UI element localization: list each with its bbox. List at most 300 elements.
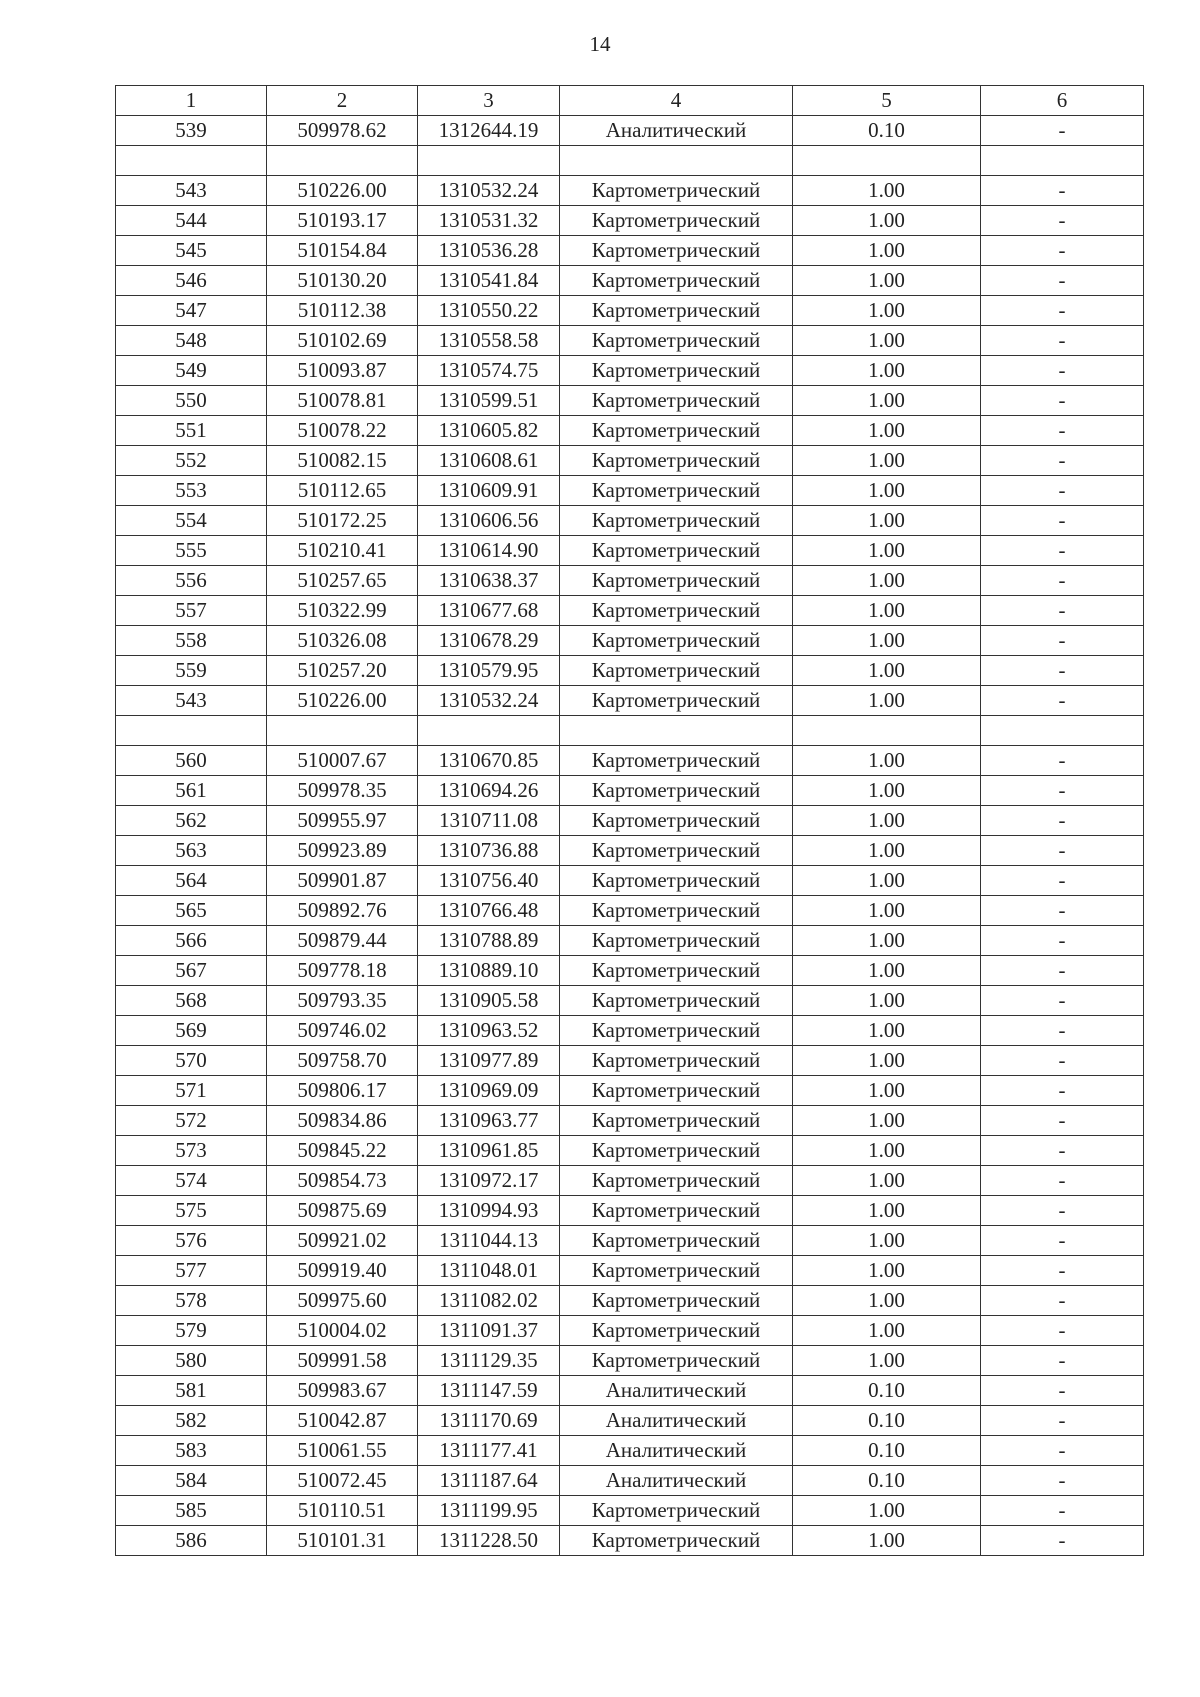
method-cell	[560, 716, 793, 746]
table-row	[116, 1106, 1144, 1136]
point-number-cell: 552	[116, 446, 267, 476]
table-row	[116, 476, 1144, 506]
x-coordinate-cell: 510072.45	[267, 1466, 418, 1496]
table-row	[116, 596, 1144, 626]
note-cell: -	[981, 416, 1144, 446]
y-coordinate-cell: 1310608.61	[418, 446, 560, 476]
note-cell: -	[981, 506, 1144, 536]
x-coordinate-cell: 510112.38	[267, 296, 418, 326]
point-number-cell: 586	[116, 1526, 267, 1556]
y-coordinate-cell: 1311147.59	[418, 1376, 560, 1406]
y-coordinate-cell: 1310638.37	[418, 566, 560, 596]
point-number-cell: 585	[116, 1496, 267, 1526]
note-cell: -	[981, 1376, 1144, 1406]
accuracy-cell: 1.00	[793, 536, 981, 566]
point-number-cell: 575	[116, 1196, 267, 1226]
point-number-cell: 557	[116, 596, 267, 626]
table-row	[116, 1436, 1144, 1466]
method-cell: Картометрический	[560, 686, 793, 716]
point-number-cell: 577	[116, 1256, 267, 1286]
method-cell: Картометрический	[560, 1286, 793, 1316]
accuracy-cell: 1.00	[793, 206, 981, 236]
method-cell: Аналитический	[560, 1466, 793, 1496]
y-coordinate-cell: 1310963.52	[418, 1016, 560, 1046]
accuracy-cell: 1.00	[793, 776, 981, 806]
y-coordinate-cell: 1310574.75	[418, 356, 560, 386]
method-cell: Картометрический	[560, 296, 793, 326]
accuracy-cell: 1.00	[793, 446, 981, 476]
x-coordinate-cell: 510082.15	[267, 446, 418, 476]
point-number-cell: 574	[116, 1166, 267, 1196]
x-coordinate-cell: 509875.69	[267, 1196, 418, 1226]
note-cell: -	[981, 116, 1144, 146]
note-cell: -	[981, 1196, 1144, 1226]
y-coordinate-cell: 1310579.95	[418, 656, 560, 686]
accuracy-cell: 1.00	[793, 1496, 981, 1526]
point-number-cell: 558	[116, 626, 267, 656]
point-number-cell: 562	[116, 806, 267, 836]
method-cell: Картометрический	[560, 956, 793, 986]
point-number-cell: 546	[116, 266, 267, 296]
x-coordinate-cell	[267, 146, 418, 176]
table-row	[116, 776, 1144, 806]
table-body	[116, 116, 1144, 1556]
point-number-cell: 553	[116, 476, 267, 506]
y-coordinate-cell: 1312644.19	[418, 116, 560, 146]
method-cell: Картометрический	[560, 266, 793, 296]
y-coordinate-cell: 1311044.13	[418, 1226, 560, 1256]
x-coordinate-cell: 509834.86	[267, 1106, 418, 1136]
accuracy-cell: 1.00	[793, 1346, 981, 1376]
table-row	[116, 356, 1144, 386]
x-coordinate-cell: 510101.31	[267, 1526, 418, 1556]
point-number-cell: 572	[116, 1106, 267, 1136]
note-cell: -	[981, 656, 1144, 686]
table-row	[116, 1226, 1144, 1256]
point-number-cell: 566	[116, 926, 267, 956]
accuracy-cell: 0.10	[793, 1376, 981, 1406]
method-cell: Картометрический	[560, 416, 793, 446]
y-coordinate-cell: 1310605.82	[418, 416, 560, 446]
point-number-cell: 576	[116, 1226, 267, 1256]
y-coordinate-cell: 1310541.84	[418, 266, 560, 296]
table-row	[116, 1016, 1144, 1046]
x-coordinate-cell: 510226.00	[267, 686, 418, 716]
method-cell: Аналитический	[560, 1406, 793, 1436]
point-number-cell	[116, 146, 267, 176]
accuracy-cell: 1.00	[793, 1076, 981, 1106]
y-coordinate-cell: 1310531.32	[418, 206, 560, 236]
y-coordinate-cell: 1311170.69	[418, 1406, 560, 1436]
x-coordinate-cell: 509879.44	[267, 926, 418, 956]
x-coordinate-cell: 510322.99	[267, 596, 418, 626]
accuracy-cell: 1.00	[793, 296, 981, 326]
method-cell: Картометрический	[560, 656, 793, 686]
method-cell: Картометрический	[560, 206, 793, 236]
note-cell: -	[981, 686, 1144, 716]
accuracy-cell: 1.00	[793, 326, 981, 356]
coordinates-table	[115, 85, 1144, 1556]
x-coordinate-cell: 510172.25	[267, 506, 418, 536]
x-coordinate-cell	[267, 716, 418, 746]
method-cell: Картометрический	[560, 806, 793, 836]
point-number-cell: 567	[116, 956, 267, 986]
method-cell: Картометрический	[560, 536, 793, 566]
x-coordinate-cell: 509955.97	[267, 806, 418, 836]
table-row	[116, 146, 1144, 176]
x-coordinate-cell: 510210.41	[267, 536, 418, 566]
note-cell: -	[981, 386, 1144, 416]
table-row	[116, 386, 1144, 416]
table-row	[116, 806, 1144, 836]
y-coordinate-cell: 1311177.41	[418, 1436, 560, 1466]
note-cell: -	[981, 1436, 1144, 1466]
note-cell: -	[981, 296, 1144, 326]
note-cell: -	[981, 206, 1144, 236]
point-number-cell: 543	[116, 176, 267, 206]
y-coordinate-cell: 1310977.89	[418, 1046, 560, 1076]
note-cell: -	[981, 1466, 1144, 1496]
accuracy-cell: 1.00	[793, 1016, 981, 1046]
point-number-cell: 580	[116, 1346, 267, 1376]
table-row	[116, 686, 1144, 716]
table-row	[116, 656, 1144, 686]
point-number-cell: 543	[116, 686, 267, 716]
note-cell: -	[981, 566, 1144, 596]
x-coordinate-cell: 510257.65	[267, 566, 418, 596]
point-number-cell: 568	[116, 986, 267, 1016]
method-cell: Картометрический	[560, 926, 793, 956]
y-coordinate-cell: 1311091.37	[418, 1316, 560, 1346]
accuracy-cell	[793, 146, 981, 176]
y-coordinate-cell: 1310905.58	[418, 986, 560, 1016]
accuracy-cell: 1.00	[793, 1196, 981, 1226]
table-row	[116, 416, 1144, 446]
accuracy-cell: 1.00	[793, 266, 981, 296]
table-row	[116, 536, 1144, 566]
accuracy-cell: 1.00	[793, 1166, 981, 1196]
table-row	[116, 266, 1144, 296]
x-coordinate-cell: 509758.70	[267, 1046, 418, 1076]
method-cell: Картометрический	[560, 596, 793, 626]
y-coordinate-cell: 1310766.48	[418, 896, 560, 926]
accuracy-cell: 1.00	[793, 386, 981, 416]
method-cell: Картометрический	[560, 506, 793, 536]
point-number-cell: 551	[116, 416, 267, 446]
note-cell: -	[981, 1256, 1144, 1286]
method-cell: Картометрический	[560, 356, 793, 386]
point-number-cell	[116, 716, 267, 746]
accuracy-cell: 0.10	[793, 1436, 981, 1466]
column-header-2: 2	[267, 86, 418, 116]
method-cell: Аналитический	[560, 1436, 793, 1466]
header-row	[116, 86, 1144, 116]
point-number-cell: 569	[116, 1016, 267, 1046]
note-cell: -	[981, 956, 1144, 986]
accuracy-cell: 1.00	[793, 506, 981, 536]
x-coordinate-cell: 509991.58	[267, 1346, 418, 1376]
accuracy-cell: 1.00	[793, 1286, 981, 1316]
note-cell: -	[981, 1046, 1144, 1076]
table-row	[116, 116, 1144, 146]
y-coordinate-cell: 1310788.89	[418, 926, 560, 956]
accuracy-cell: 1.00	[793, 1046, 981, 1076]
x-coordinate-cell: 510193.17	[267, 206, 418, 236]
note-cell: -	[981, 626, 1144, 656]
x-coordinate-cell: 510061.55	[267, 1436, 418, 1466]
table-row	[116, 176, 1144, 206]
y-coordinate-cell: 1311199.95	[418, 1496, 560, 1526]
point-number-cell: 565	[116, 896, 267, 926]
x-coordinate-cell: 510102.69	[267, 326, 418, 356]
method-cell: Картометрический	[560, 1106, 793, 1136]
accuracy-cell: 0.10	[793, 1466, 981, 1496]
note-cell: -	[981, 746, 1144, 776]
table-row	[116, 1136, 1144, 1166]
note-cell: -	[981, 1316, 1144, 1346]
y-coordinate-cell: 1310606.56	[418, 506, 560, 536]
x-coordinate-cell: 509983.67	[267, 1376, 418, 1406]
note-cell: -	[981, 536, 1144, 566]
note-cell: -	[981, 836, 1144, 866]
accuracy-cell: 1.00	[793, 746, 981, 776]
method-cell: Картометрический	[560, 836, 793, 866]
y-coordinate-cell: 1310972.17	[418, 1166, 560, 1196]
note-cell: -	[981, 236, 1144, 266]
note-cell: -	[981, 1496, 1144, 1526]
y-coordinate-cell: 1310963.77	[418, 1106, 560, 1136]
x-coordinate-cell: 510007.67	[267, 746, 418, 776]
accuracy-cell: 1.00	[793, 1136, 981, 1166]
x-coordinate-cell: 510078.81	[267, 386, 418, 416]
table-row	[116, 956, 1144, 986]
point-number-cell: 559	[116, 656, 267, 686]
accuracy-cell: 1.00	[793, 806, 981, 836]
method-cell: Картометрический	[560, 446, 793, 476]
method-cell: Картометрический	[560, 1076, 793, 1106]
x-coordinate-cell: 510226.00	[267, 176, 418, 206]
y-coordinate-cell: 1310677.68	[418, 596, 560, 626]
method-cell: Картометрический	[560, 1196, 793, 1226]
note-cell: -	[981, 1346, 1144, 1376]
point-number-cell: 549	[116, 356, 267, 386]
accuracy-cell: 1.00	[793, 1526, 981, 1556]
table-header	[116, 86, 1144, 116]
x-coordinate-cell: 510042.87	[267, 1406, 418, 1436]
y-coordinate-cell: 1310609.91	[418, 476, 560, 506]
accuracy-cell: 1.00	[793, 896, 981, 926]
accuracy-cell: 0.10	[793, 116, 981, 146]
table-row	[116, 236, 1144, 266]
method-cell: Картометрический	[560, 866, 793, 896]
note-cell: -	[981, 806, 1144, 836]
y-coordinate-cell: 1310614.90	[418, 536, 560, 566]
method-cell: Картометрический	[560, 776, 793, 806]
table-row	[116, 1286, 1144, 1316]
x-coordinate-cell: 509901.87	[267, 866, 418, 896]
point-number-cell: 579	[116, 1316, 267, 1346]
table-row	[116, 836, 1144, 866]
accuracy-cell: 1.00	[793, 476, 981, 506]
accuracy-cell: 1.00	[793, 596, 981, 626]
point-number-cell: 547	[116, 296, 267, 326]
x-coordinate-cell: 509919.40	[267, 1256, 418, 1286]
accuracy-cell: 1.00	[793, 956, 981, 986]
x-coordinate-cell: 509746.02	[267, 1016, 418, 1046]
point-number-cell: 573	[116, 1136, 267, 1166]
table-row	[116, 326, 1144, 356]
method-cell	[560, 146, 793, 176]
x-coordinate-cell: 509923.89	[267, 836, 418, 866]
accuracy-cell: 1.00	[793, 1316, 981, 1346]
point-number-cell: 561	[116, 776, 267, 806]
note-cell: -	[981, 356, 1144, 386]
method-cell: Картометрический	[560, 566, 793, 596]
note-cell: -	[981, 176, 1144, 206]
x-coordinate-cell: 510130.20	[267, 266, 418, 296]
note-cell: -	[981, 1226, 1144, 1256]
y-coordinate-cell: 1310536.28	[418, 236, 560, 266]
method-cell: Картометрический	[560, 746, 793, 776]
x-coordinate-cell: 509806.17	[267, 1076, 418, 1106]
y-coordinate-cell: 1310532.24	[418, 176, 560, 206]
method-cell: Картометрический	[560, 1226, 793, 1256]
y-coordinate-cell: 1310994.93	[418, 1196, 560, 1226]
note-cell: -	[981, 926, 1144, 956]
method-cell: Картометрический	[560, 386, 793, 416]
y-coordinate-cell: 1310670.85	[418, 746, 560, 776]
method-cell: Картометрический	[560, 1526, 793, 1556]
point-number-cell: 556	[116, 566, 267, 596]
point-number-cell: 563	[116, 836, 267, 866]
accuracy-cell: 1.00	[793, 686, 981, 716]
table-row	[116, 1346, 1144, 1376]
table-row	[116, 1256, 1144, 1286]
y-coordinate-cell: 1311048.01	[418, 1256, 560, 1286]
method-cell: Картометрический	[560, 986, 793, 1016]
y-coordinate-cell: 1310969.09	[418, 1076, 560, 1106]
method-cell: Картометрический	[560, 896, 793, 926]
accuracy-cell: 1.00	[793, 176, 981, 206]
point-number-cell: 539	[116, 116, 267, 146]
table-row	[116, 296, 1144, 326]
note-cell: -	[981, 1406, 1144, 1436]
accuracy-cell: 1.00	[793, 356, 981, 386]
accuracy-cell: 1.00	[793, 416, 981, 446]
note-cell: -	[981, 1166, 1144, 1196]
x-coordinate-cell: 509778.18	[267, 956, 418, 986]
y-coordinate-cell: 1310558.58	[418, 326, 560, 356]
table-row	[116, 1466, 1144, 1496]
point-number-cell: 550	[116, 386, 267, 416]
y-coordinate-cell	[418, 146, 560, 176]
accuracy-cell: 1.00	[793, 1256, 981, 1286]
method-cell: Картометрический	[560, 1136, 793, 1166]
x-coordinate-cell: 510110.51	[267, 1496, 418, 1526]
method-cell: Аналитический	[560, 1376, 793, 1406]
note-cell: -	[981, 596, 1144, 626]
y-coordinate-cell: 1311129.35	[418, 1346, 560, 1376]
point-number-cell: 554	[116, 506, 267, 536]
method-cell: Картометрический	[560, 326, 793, 356]
method-cell: Картометрический	[560, 1496, 793, 1526]
table-row	[116, 1046, 1144, 1076]
y-coordinate-cell: 1310711.08	[418, 806, 560, 836]
table-row	[116, 926, 1144, 956]
y-coordinate-cell: 1310756.40	[418, 866, 560, 896]
y-coordinate-cell: 1310532.24	[418, 686, 560, 716]
note-cell: -	[981, 266, 1144, 296]
method-cell: Аналитический	[560, 116, 793, 146]
point-number-cell: 555	[116, 536, 267, 566]
x-coordinate-cell: 510326.08	[267, 626, 418, 656]
x-coordinate-cell: 509975.60	[267, 1286, 418, 1316]
y-coordinate-cell: 1310550.22	[418, 296, 560, 326]
point-number-cell: 581	[116, 1376, 267, 1406]
table-row	[116, 1406, 1144, 1436]
point-number-cell: 582	[116, 1406, 267, 1436]
table-row	[116, 866, 1144, 896]
method-cell: Картометрический	[560, 176, 793, 206]
method-cell: Картометрический	[560, 626, 793, 656]
point-number-cell: 570	[116, 1046, 267, 1076]
x-coordinate-cell: 509978.62	[267, 116, 418, 146]
table-row	[116, 1166, 1144, 1196]
y-coordinate-cell: 1310889.10	[418, 956, 560, 986]
point-number-cell: 571	[116, 1076, 267, 1106]
note-cell: -	[981, 476, 1144, 506]
point-number-cell: 560	[116, 746, 267, 776]
column-header-3: 3	[418, 86, 560, 116]
method-cell: Картометрический	[560, 476, 793, 506]
point-number-cell: 545	[116, 236, 267, 266]
accuracy-cell: 1.00	[793, 836, 981, 866]
note-cell: -	[981, 326, 1144, 356]
point-number-cell: 544	[116, 206, 267, 236]
x-coordinate-cell: 509854.73	[267, 1166, 418, 1196]
y-coordinate-cell: 1310678.29	[418, 626, 560, 656]
point-number-cell: 583	[116, 1436, 267, 1466]
note-cell: -	[981, 1526, 1144, 1556]
table-row	[116, 746, 1144, 776]
point-number-cell: 564	[116, 866, 267, 896]
table-row	[116, 446, 1144, 476]
accuracy-cell: 1.00	[793, 1106, 981, 1136]
table-row	[116, 626, 1144, 656]
y-coordinate-cell: 1310961.85	[418, 1136, 560, 1166]
column-header-1: 1	[116, 86, 267, 116]
y-coordinate-cell: 1310736.88	[418, 836, 560, 866]
x-coordinate-cell: 509921.02	[267, 1226, 418, 1256]
accuracy-cell: 1.00	[793, 656, 981, 686]
note-cell: -	[981, 1076, 1144, 1106]
x-coordinate-cell: 509793.35	[267, 986, 418, 1016]
note-cell: -	[981, 1106, 1144, 1136]
note-cell: -	[981, 866, 1144, 896]
table-row	[116, 1496, 1144, 1526]
x-coordinate-cell: 509978.35	[267, 776, 418, 806]
note-cell: -	[981, 896, 1144, 926]
accuracy-cell: 1.00	[793, 566, 981, 596]
method-cell: Картометрический	[560, 1016, 793, 1046]
note-cell: -	[981, 776, 1144, 806]
method-cell: Картометрический	[560, 1166, 793, 1196]
x-coordinate-cell: 510004.02	[267, 1316, 418, 1346]
table-row	[116, 1376, 1144, 1406]
table-row	[116, 1526, 1144, 1556]
accuracy-cell: 1.00	[793, 986, 981, 1016]
column-header-4: 4	[560, 86, 793, 116]
